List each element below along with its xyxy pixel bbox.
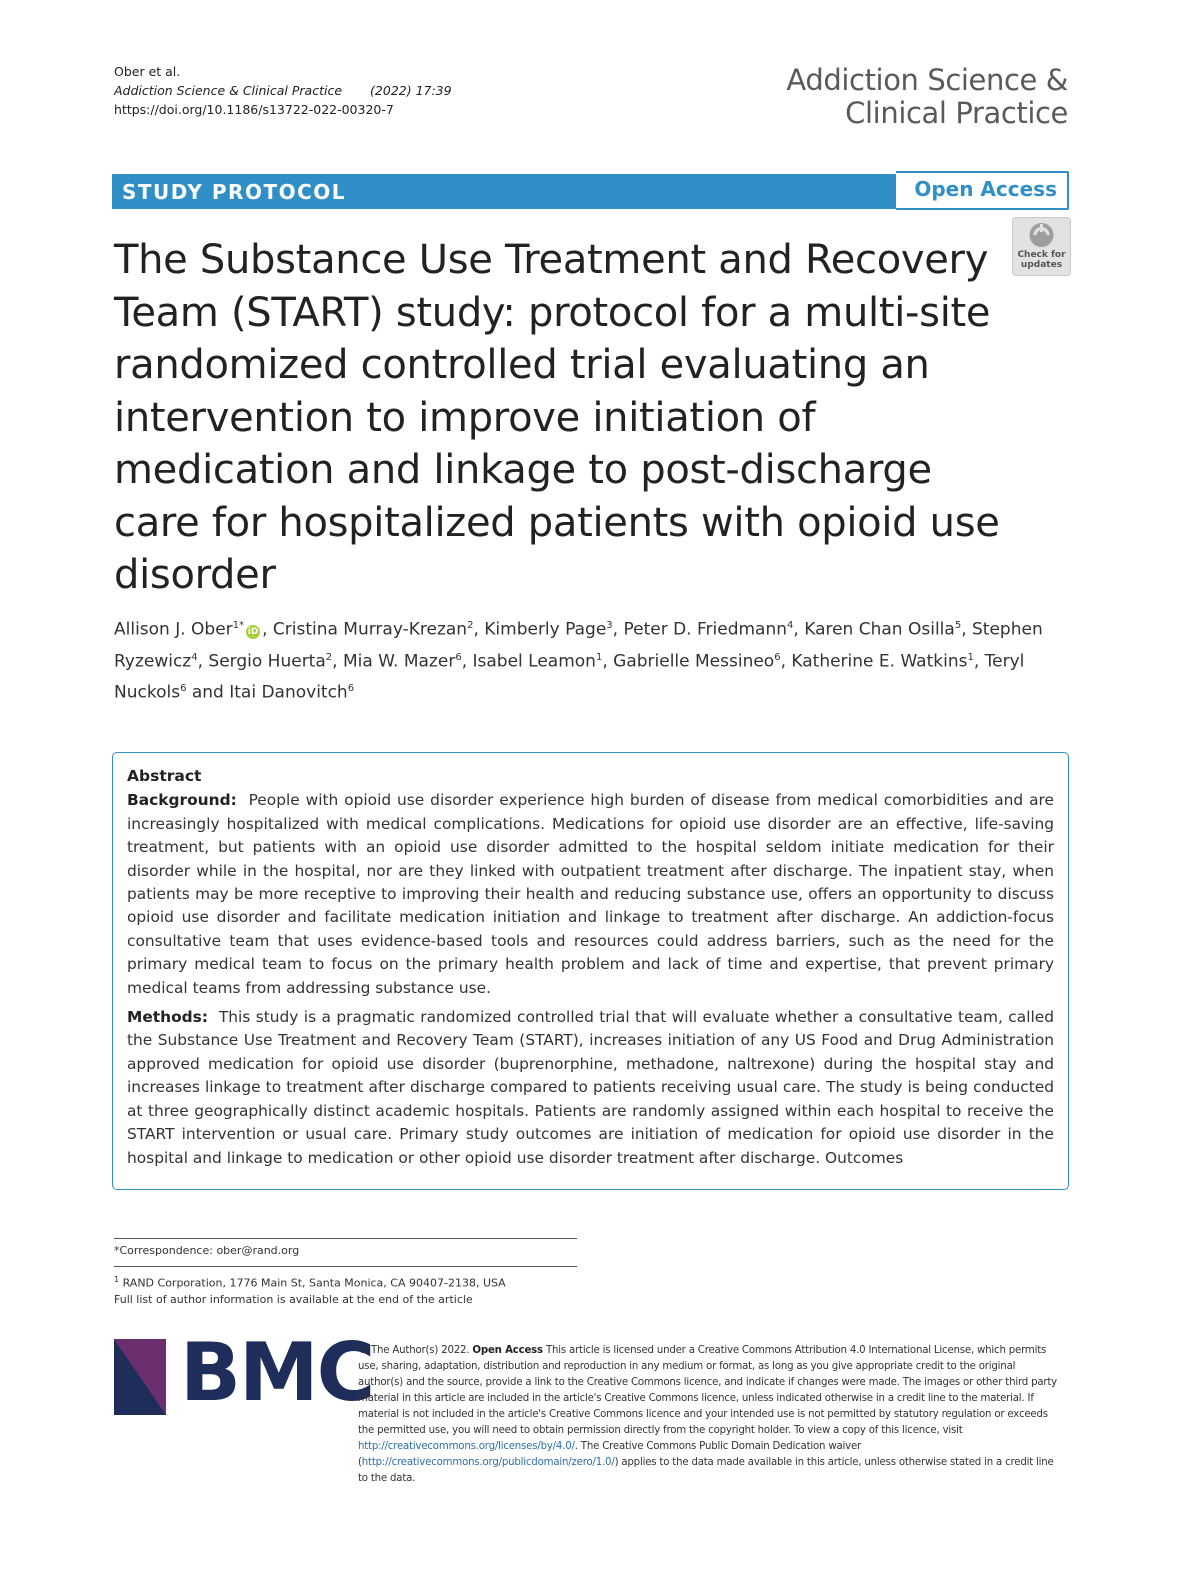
author-name[interactable]: Allison J. Ober [114,619,233,640]
abstract-box [112,752,1069,1190]
badge-text [1013,250,1070,270]
author-affiliation-sup: 4 [191,651,198,663]
affiliation-sup: 1 [114,1275,120,1284]
license-link-cc-by[interactable]: http://creativecommons.org/licenses/by/4.0/ [358,1441,575,1452]
orcid-icon[interactable]: iD [247,626,259,637]
authors-and: and [191,682,224,703]
abstract-background [127,789,1054,1000]
doi-link[interactable]: https://doi.org/10.1186/s13722-022-00320-7 [114,102,394,117]
badge-line-1: Check for [1017,250,1066,260]
journal-line-2: Clinical Practice [845,96,1068,130]
open-access-label: Open Access [896,171,1069,210]
year-volume: (2022) 17:39 [370,83,452,98]
author-affiliation-sup: 6 [180,683,187,695]
author-affiliation-sup: 6 [774,651,781,663]
article-type-label: STUDY PROTOCOL [122,180,347,204]
footnote-divider-top [114,1238,577,1239]
author-name[interactable]: Kimberly Page [484,619,607,640]
footnote-divider [114,1266,577,1267]
license-text-2: . The Creative Commons Public Domain Dedication waiver ( [358,1441,862,1468]
author-name[interactable]: Sergio Huerta [208,651,326,672]
full-list-note: Full list of author information is available at the end of the article [114,1292,473,1306]
author-name[interactable]: Isabel Leamon [472,651,596,672]
license-statement [358,1343,1063,1487]
methods-label: Methods: [127,1008,208,1027]
affiliation-block [114,1272,506,1308]
author-affiliation-sup: 2 [325,651,333,663]
author-name[interactable]: Katherine E. Watkins [791,651,968,672]
author-affiliation-sup: 5 [954,620,962,631]
methods-text: This study is a pragmatic randomized controlled trial that will evaluate whether a consultative team, called the Substance Use Treatment and Recovery Team (START), increases initiation of any US Food and Drug Administration approved medication for opioid use disorder (buprenorphine, methadone, naltrexone) during the hospital stay and increases linkage to treatment after discharge compared to patients receiving usual care. The study is being conducted at three geographically distinct academic hospitals. Patients are randomly assigned within each hospital to receive the START intervention or usual care. Primary study outcomes are initiation of medication for opioid use disorder in the hospital and linkage to medication or other opioid use disorder treatment after discharge. Outcomes [127,1008,1054,1167]
background-label: Background: [127,791,237,810]
journal-citation: Addiction Science & Clinical Practice [114,83,343,98]
license-text-3: ) applies to the data made available in this article, unless otherwise stated in a credit line to the data. [358,1457,1054,1484]
author-name[interactable]: Mia W. Mazer [342,651,456,672]
author-affiliation-sup: 3 [606,620,613,631]
author-affiliation-sup: 6 [347,683,355,695]
author-affiliation-sup: 1 [967,651,974,663]
author-name[interactable]: Gabrielle Messineo [613,651,775,672]
author-name[interactable]: Cristina Murray-Krezan [272,619,468,640]
check-for-updates-badge[interactable] [1012,217,1071,276]
abstract-methods [127,1006,1054,1170]
author-name[interactable]: Karen Chan Osilla [804,619,955,640]
journal-line-1: Addiction Science & [786,63,1068,97]
check-for-updates-icon [1013,218,1070,252]
license-link-cc0[interactable]: http://creativecommons.org/publicdomain/zero/1.0/ [361,1457,615,1468]
author-name[interactable]: Teryl Nuckols [114,651,1025,703]
author-affiliation-sup: 4 [787,620,794,631]
abstract-heading: Abstract [127,767,202,785]
article-type-banner [112,174,1069,209]
license-open-access: Open Access [472,1345,543,1356]
badge-line-2: updates [1020,260,1063,270]
citation-header [114,62,452,119]
author-name[interactable]: Stephen Ryzewicz [114,619,1043,672]
background-text: People with opioid use disorder experience high burden of disease from medical comorbidities and are increasingly hospitalized with medical complications. Medications for opioid use disorder are an effective, life-saving treatment, but patients with an opioid use disorder admitted to the hospital seldom initiate medication for their disorder while in the hospital, nor are they linked with outpatient treatment after discharge. The inpatient stay, when patients may be more receptive to improving their health and reducing substance use, offers an opportunity to discuss opioid use disorder and facilitate medication initiation and linkage to treatment after discharge. An addiction-focus consultative team that uses evidence-based tools and resources could address barriers, such as the need for the primary medical team to focus on the primary health problem and lack of time and expertise, that prevent primary medical teams from addressing substance use. [127,791,1054,997]
correspondence[interactable]: *Correspondence: ober@rand.org [114,1244,300,1257]
author-affiliation-sup: 2 [467,620,474,631]
journal-name [786,64,1068,130]
authors-short: Ober et al. [114,64,181,79]
bmc-logo-text: BMC [180,1326,374,1419]
author-name[interactable]: Itai Danovitch [229,682,348,703]
affiliation-text: RAND Corporation, 1776 Main St, Santa Monica, CA 90407-2138, USA [122,1276,506,1290]
author-affiliation-sup: 1 [595,651,603,663]
article-title: The Substance Use Treatment and Recovery Team (START) study: protocol for a multi-site randomized controlled trial evaluating an intervention to improve initiation of medication and linkage to post-discharge care for hospitalized patients with opioid use disorder [114,237,1000,598]
license-text-1: This article is licensed under a Creative Commons Attribution 4.0 International License, which permits use, sharing, adaptation, distribution and reproduction in any medium or format, as long as you give appropriate credit to the original author(s) and the source, provide a link to the Creative Commons licence, and indicate if changes were made. The images or other third party material in this article are included in the article's Creative Commons licence, unless indicated otherwise in a credit line to the material. If material is not included in the article's Creative Commons licence and your intended use is not permitted by statutory regulation or exceeds the permitted use, you will need to obtain permission directly from the copyright holder. To view a copy of this licence, visit [358,1345,1057,1436]
author-name[interactable]: Peter D. Friedmann [623,619,788,640]
author-list: Allison J. Ober$^{1*}$iD , Cristina Murray-Krezan$^2$, Kimberly Page$^3$, Peter D. Friedmann$^4$, Karen Chan Osilla$^5$, Stephen Ryzewicz$^4$, Sergio Huerta$^2$, Mia W. Mazer$^6$, Isabel Leamon$^1$, Gabrielle Messineo$^6$, Katherine E. Watkins$^1$, Teryl Nuckols$^6$ and Itai Danovitch$^6$ [114,619,1043,703]
author-affiliation-sup: 6 [455,651,462,663]
author-affiliation-sup: 1* [232,620,245,631]
license-prefix: © The Author(s) 2022. [358,1345,470,1356]
